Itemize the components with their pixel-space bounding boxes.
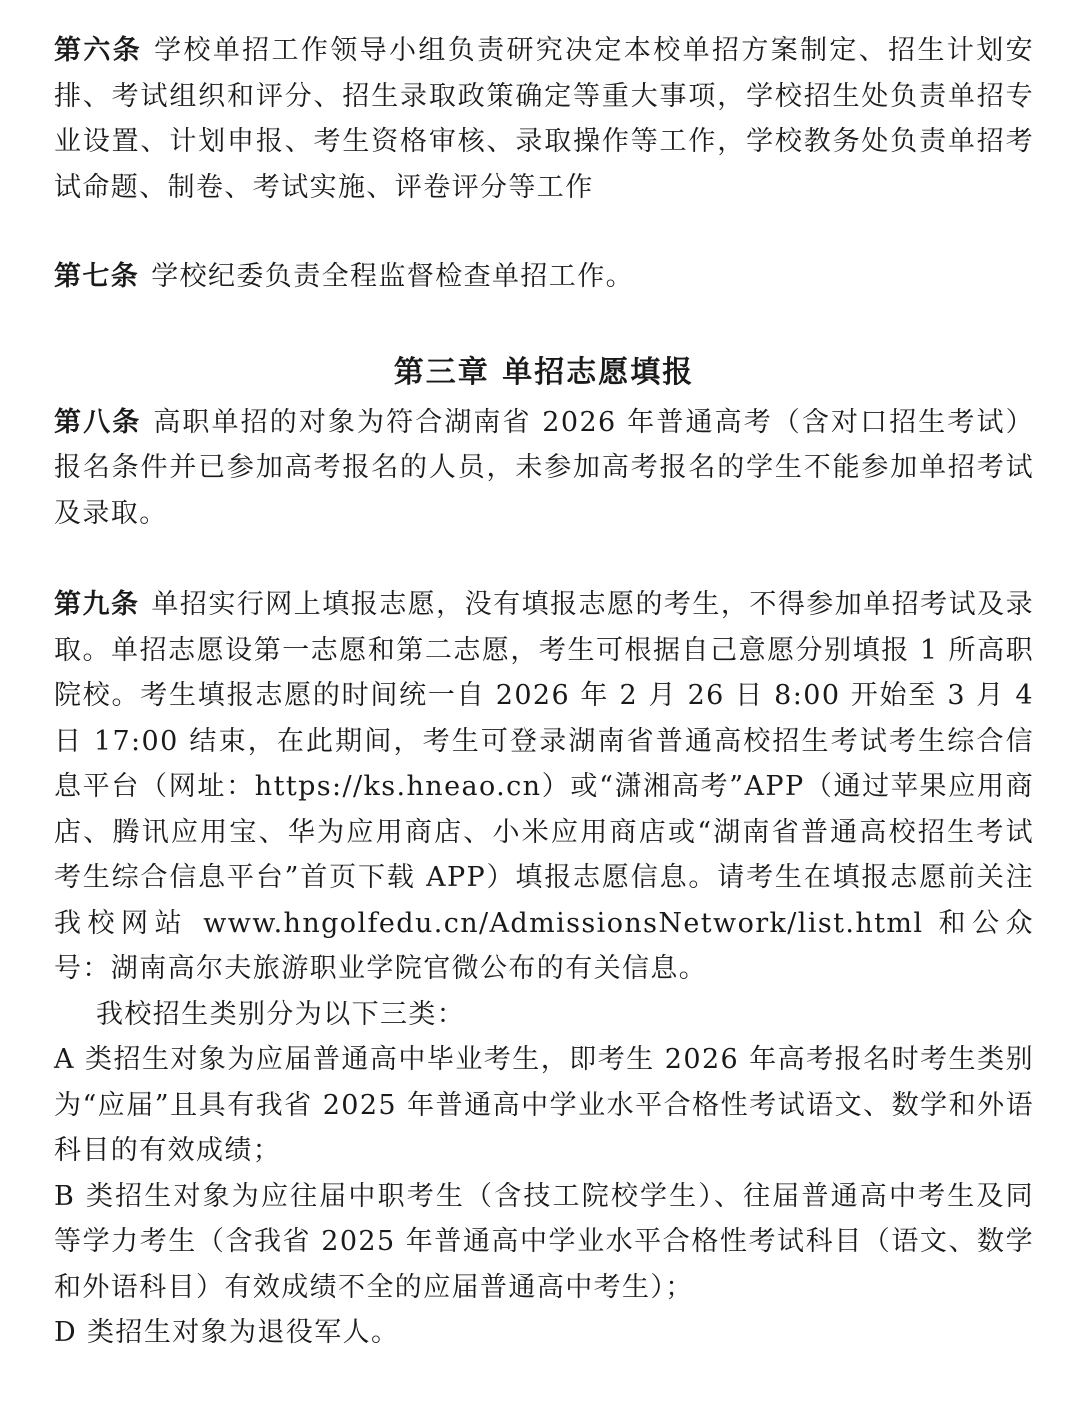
- article-7: [54, 254, 1034, 300]
- article-6-text: 学校单招工作领导小组负责研究决定本校单招方案制定、招生计划安排、考试组织和评分、招生录取政策确定等重大事项，学校招生处负责单招专业设置、计划申报、考生资格审核、录取操作等工作，学校教务处负责单招考试命题、制卷、考试实施、评卷评分等工作: [54, 35, 1035, 203]
- spacer: [54, 300, 1034, 348]
- spacer: [54, 536, 1034, 582]
- article-7-label: 第七条: [54, 261, 140, 292]
- article-9: [54, 582, 1034, 992]
- chapter-heading: 第三章 单招志愿填报: [393, 354, 695, 390]
- spacer: [54, 210, 1034, 254]
- category-d: D 类招生对象为退役军人。: [54, 1317, 400, 1348]
- category-b: B 类招生对象为应往届中职考生（含技工院校学生）、往届普通高中考生及同等学力考生（含我省 2025 年普通高中学业水平合格性考试科目（语文、数学和外语科目）有效成绩不全的应届普通高中考生）；: [54, 1180, 1034, 1303]
- article-6: [54, 28, 1034, 210]
- article-9-label: 第九条: [54, 589, 140, 620]
- article-8-text: 高职单招的对象为符合湖南省 2026 年普通高考（含对口招生考试）报名条件并已参加高考报名的人员，未参加高考报名的学生不能参加单招考试及录取。: [54, 406, 1035, 529]
- article-6-label: 第六条: [54, 35, 143, 66]
- article-8: [54, 400, 1034, 537]
- document-page: [54, 28, 1034, 1356]
- categories-intro: 我校招生类别分为以下三类：: [96, 998, 466, 1030]
- article-7-text: 学校纪委负责全程监督检查单招工作。: [151, 261, 635, 292]
- category-a: A 类招生对象为应届普通高中毕业考生，即考生 2026 年高考报名时考生类别为“应届”且具有我省 2025 年普通高中学业水平合格性考试语文、数学和外语科目的有效成绩；: [54, 1044, 1034, 1166]
- article-9-text: 单招实行网上填报志愿，没有填报志愿的考生，不得参加单招考试及录取。单招志愿设第一志愿和第二志愿，考生可根据自己意愿分别填报 1 所高职院校。考生填报志愿的时间统一自 2026 年 2 月 26 日 8:00 开始至 3 月 4 日 17:00 结束，在此期间，考生可登录湖南省普通高校招生考试考生综合信息平台（网址：https://ks.hneao.cn）或“潇湘高考”APP（通过苹果应用商店、腾讯应用宝、华为应用商店、小米应用商店或“湖南省普通高校招生考试考生综合信息平台”首页下载 APP）填报志愿信息。请考生在填报志愿前关注我校网站 www.hngolfedu.cn/AdmissionsNetwork/list.html 和公众号：湖南高尔夫旅游职业学院官微公布的有关信息。: [54, 589, 1034, 984]
- article-8-label: 第八条: [54, 406, 142, 438]
